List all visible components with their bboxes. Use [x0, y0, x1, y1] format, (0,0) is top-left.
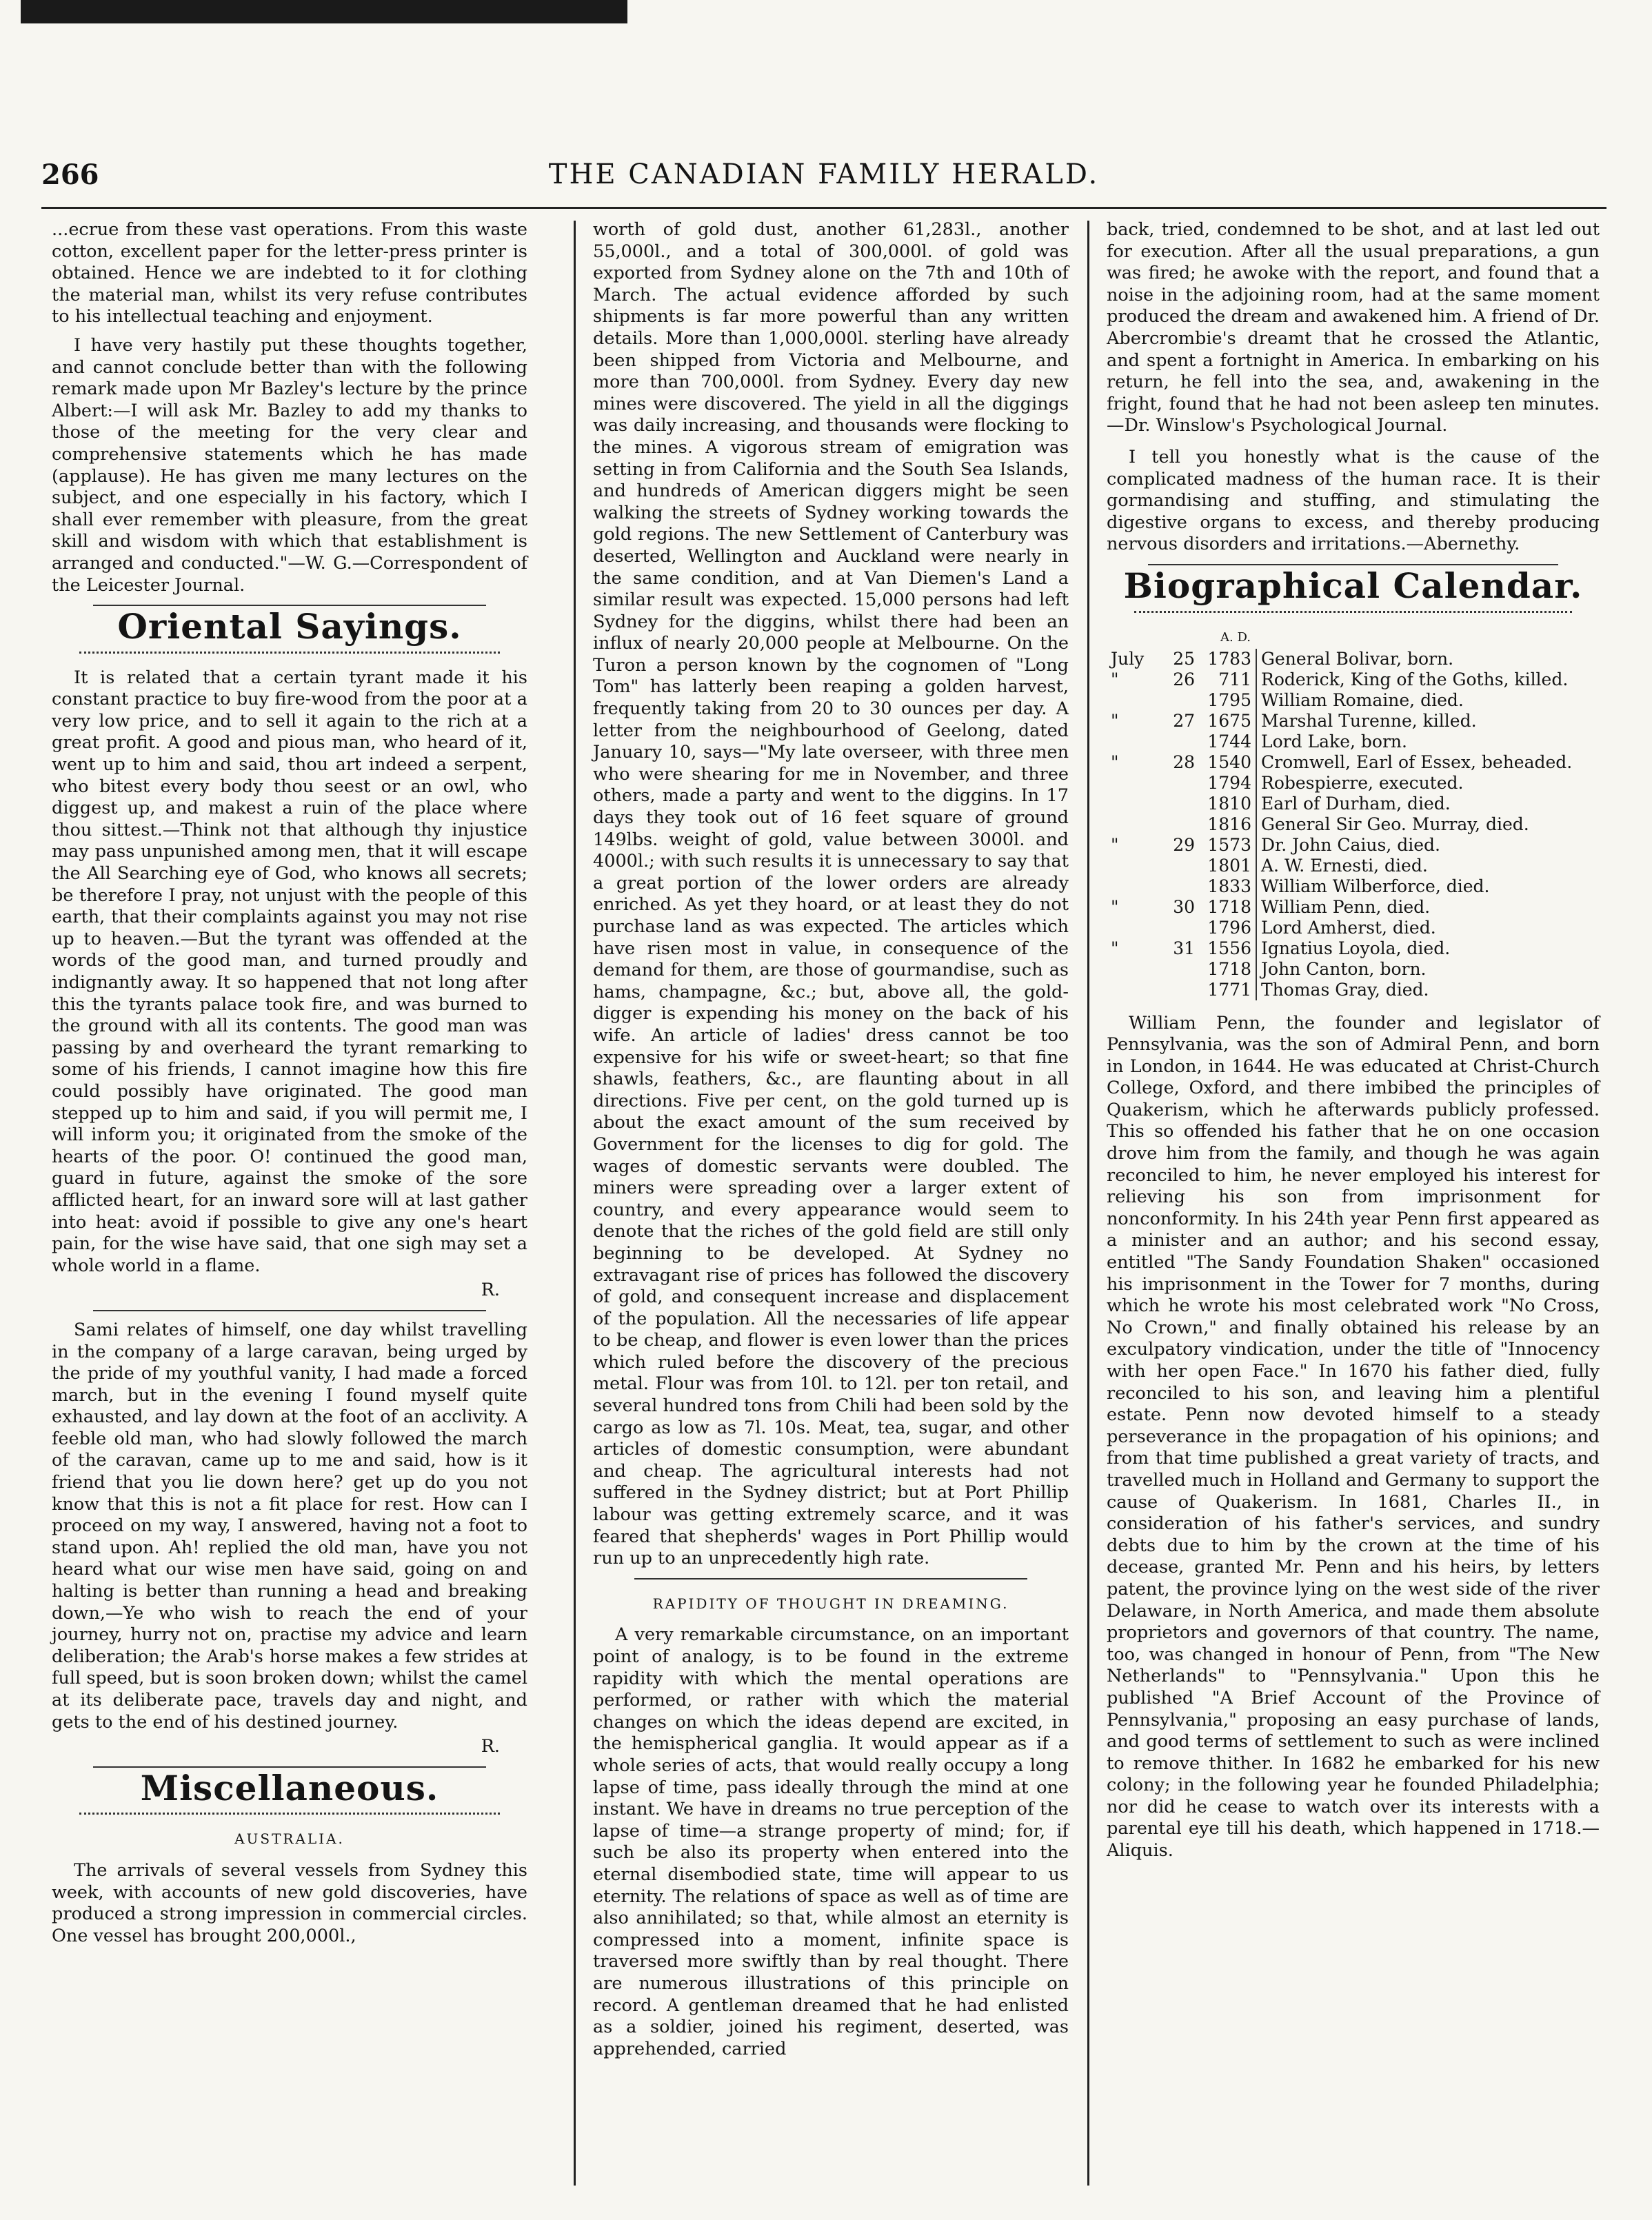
calendar-year: 1718 — [1199, 959, 1256, 980]
calendar-row — [1107, 959, 1600, 980]
running-head: THE CANADIAN FAMILY HERALD. — [548, 159, 1100, 190]
calendar-day — [1163, 856, 1199, 876]
calendar-month — [1107, 731, 1163, 752]
calendar-row — [1107, 649, 1600, 669]
calendar-event: Earl of Durham, died. — [1261, 793, 1451, 814]
calendar-year: 1771 — [1199, 980, 1256, 1000]
calendar-event: Ignatius Loyola, died. — [1261, 938, 1451, 958]
calendar-day: 26 — [1173, 669, 1195, 689]
section-heading-miscellaneous: Miscellaneous. — [140, 1767, 439, 1808]
calendar-row — [1107, 918, 1600, 938]
page-header — [41, 159, 1606, 207]
article-paragraph: A very remarkable circumstance, on an important point of analogy, is to be found in the extreme rapidity with which the mental operations are performed, or rather with which the material changes on which the ideas depend are excited, in the hemispherical ganglia. It would appear as if a whole series of acts, that would really occupy a long lapse of time, pass ideally through the mind at one instant. We have in dreams no true perception of the lapse of time—a strange property of mind; for, if such be also its property when entered into the eternal disembodied state, time will appear to us eternity. The relations of space as well as of time are also annihilated; so that, while almost an eternity is compressed into a moment, infinite space is traversed more swiftly than by real thought. There are numerous illustrations of this principle on record. A gentleman dreamed that he had enlisted as a soldier, joined his regiment, deserted, was apprehended, carried — [593, 1624, 1069, 2059]
article-paragraph: worth of gold dust, another 61,283l., another 55,000l., and a total of 300,000l. of gold was exported from Sydney alone on the 7th and 10th of March. The actual evidence afforded by such shipments is far more powerful than any written details. More than 1,000,000l. sterling have already been shipped from Victoria and Melbourne, and more than 700,000l. from Sydney. Every day new mines were discovered. The yield in all the diggings was daily increasing, and thousands were flocking to the mines. A vigorous stream of emigration was setting in from California and the South Sea Islands, and hundreds of American diggers might be seen walking the streets of Sydney working towards the gold regions. The new Settlement of Canterbury was deserted, Wellington and Auckland were nearly in the same condition, and at Van Diemen's Land a similar result was expected. 15,000 persons had left Sydney for the diggins, whilst there had been an influx of nearly 20,000 people at Melbourne. On the Turon a person known by the cognomen of "Long Tom" has latterly been reaping a golden harvest, frequently taking from 20 to 30 ounces per day. A letter from the neighbourhood of Geelong, dated January 10, says—"My late overseer, with three men who were shearing for me in November, and three others, made a party and went to the diggins. In 17 days they took out of 16 feet square of ground 149lbs. weight of gold, value between 3000l. and 4000l.; with such results it is unnecessary to say that a great portion of the lower orders are already enriched. As yet they hoard, or at least they do not purchase land as was expected. The articles which have risen most in value, in consequence of the demand for them, are those of gourmandise, such as hams, champagne, &c.; but, above all, the gold-digger is expending his money on the back of his wife. An article of ladies' dress cannot be too expensive for his wife or sweet-heart; so that fine shawls, feathers, &c., are flaunting about in all directions. Five per cent, on the gold turned up is about the exact amount of the sum received by Government for the licenses to dig for gold. The wages of domestic servants were doubled. The miners were spreading over a larger extent of country, and every appearance would seem to denote that the riches of the gold field are still only beginning to be developed. At Sydney no extravagant rise of prices has followed the discovery of gold, and consequent increase and displacement of the population. All the necessaries of life appear to be cheap, and flower is even lower than the prices which ruled before the discovery of the precious metal. Flour was from 10l. to 12l. per ton retail, and several hundred tons from Chili had been sold by the cargo as low as 7l. 10s. Meat, tea, sugar, and other articles of domestic consumption, were abundant and cheap. The agricultural interests had not suffered in the Sydney district; but at Port Phillip labour was getting extremely scarce, and it was feared that shepherds' wages in Port Phillip would run up to an unprecedently high rate. — [593, 219, 1069, 1569]
calendar-month — [1107, 918, 1163, 938]
signature: R. — [481, 1736, 500, 1757]
calendar-event: Dr. John Caius, died. — [1261, 834, 1440, 855]
section-heading-biographical-calendar: Biographical Calendar. — [1123, 565, 1583, 606]
calendar-event: Cromwell, Earl of Essex, beheaded. — [1261, 751, 1573, 772]
calendar-row — [1107, 876, 1600, 897]
article-paragraph: It is related that a certain tyrant made it his constant practice to buy fire-wood from the poor at a very low price, and to sell it again to the rich at a great profit. A good and pious man, who heard of it, went up to him and said, thou art indeed a serpent, who bitest every body thou seest or an owl, who diggest up, and makest a ruin of the place where thou sittest.—Think not that although thy injustice may pass unpunished among men, that it will escape the All Searching eye of God, who knows all secrets; be therefore I pray, not unjust with the people of this earth, that their complaints against you may not rise up to heaven.—But the tyrant was offended at the words of the good man, and turned proudly and indignantly away. It so happened that not long after this the tyrants palace took fire, and was burned to the ground with all its contents. The good man was passing by and overheard the tyrant remarking to some of his friends, I cannot imagine how this fire could possibly have originated. The good man stepped up to him and said, if you will permit me, I will inform you; it originated from the smoke of the hearts of the poor. O! continued the good man, guard in future, against the smoke of the sore afflicted heart, for an inward sore will at last gather into heat: avoid if possible to give any one's heart pain, for the wise have said, that one sigh may set a whole world in a flame. — [52, 667, 527, 1276]
calendar-year: 1718 — [1199, 897, 1256, 918]
calendar-event: Lord Lake, born. — [1261, 731, 1407, 751]
calendar-day: 30 — [1173, 896, 1195, 917]
calendar-row — [1107, 690, 1600, 711]
calendar-day: 29 — [1173, 834, 1195, 855]
calendar-month — [1107, 876, 1163, 897]
calendar-row — [1107, 856, 1600, 876]
calendar-month — [1107, 814, 1163, 835]
calendar-day: 25 — [1173, 648, 1195, 669]
calendar-year: 1675 — [1199, 711, 1256, 731]
calendar-year: 1783 — [1199, 649, 1256, 669]
signature: R. — [481, 1280, 500, 1301]
calendar-month: July — [1111, 648, 1145, 669]
calendar-month — [1107, 980, 1163, 1000]
calendar-year: 1810 — [1199, 794, 1256, 814]
calendar-event: Marshal Turenne, killed. — [1261, 710, 1477, 731]
calendar-day — [1163, 814, 1199, 835]
calendar-month — [1107, 794, 1163, 814]
calendar-event: A. W. Ernesti, died. — [1261, 855, 1428, 876]
calendar-day — [1163, 773, 1199, 794]
calendar-month: " — [1111, 751, 1119, 772]
calendar-month — [1107, 690, 1163, 711]
calendar-row — [1107, 669, 1600, 690]
column-2 — [593, 219, 1069, 2067]
calendar-year: 1816 — [1199, 814, 1256, 835]
calendar-row — [1107, 773, 1600, 794]
calendar-row — [1107, 814, 1600, 835]
calendar-row — [1107, 835, 1600, 856]
article-paragraph: The arrivals of several vessels from Sydney this week, with accounts of new gold discoveries, have produced a strong impression in commercial circles. One vessel has brought 200,000l., — [52, 1859, 527, 1946]
calendar-event: Robespierre, executed. — [1261, 772, 1464, 793]
column-rule-2 — [1087, 221, 1089, 2186]
subheading-rapidity: RAPIDITY OF THOUGHT IN DREAMING. — [652, 1595, 1009, 1612]
calendar-day — [1163, 731, 1199, 752]
article-paragraph: I tell you honestly what is the cause of the complicated madness of the human race. It is their gormandising and stuffing, and stimulating the digestive organs to excess, and thereby producing nervous disorders and irritations.—Abernethy. — [1107, 446, 1600, 555]
calendar-day — [1163, 959, 1199, 980]
section-divider — [634, 1578, 1027, 1580]
calendar-day: 28 — [1173, 751, 1195, 772]
calendar-month: " — [1111, 710, 1119, 731]
section-divider — [93, 1310, 486, 1311]
calendar-row — [1107, 711, 1600, 731]
scan-edge-bar — [21, 0, 627, 23]
article-paragraph: I have very hastily put these thoughts together, and cannot conclude better than with the following remark made upon Mr Bazley's lecture by the prince Albert:—I will ask Mr. Bazley to add my thanks to those of the meeting for the very clear and comprehensive statements which he has made (applause). He has given me many lectures on the subject, and one especially in his factory, which I shall ever remember with pleasure, from the great skill and wisdom with which that establishment is arranged and conducted."—W. G.—Correspondent of the Leicester Journal. — [52, 334, 527, 596]
calendar-year: 1796 — [1199, 918, 1256, 938]
article-paragraph: Sami relates of himself, one day whilst travelling in the company of a large caravan, being urged by the pride of my youthful vanity, I had made a forced march, but in the evening I found myself quite exhausted, and lay down at the foot of an acclivity. A feeble old man, who had slowly followed the march of the caravan, came up to me and said, how is it friend that you lie down here? get up do you not know that this is not a fit place for rest. How can I proceed on my way, I answered, having not a foot to stand upon. Ah! replied the old man, have you not heard what our wise men have said, going on and halting is better than running a head and breaking down,—Ye who wish to reach the end of your journey, hurry not on, practise my advice and learn deliberation; the Arab's horse makes a few strides at full speed, but is soon broken down; whilst the camel at its deliberate pace, travels day and night, and gets to the end of his destined journey. — [52, 1319, 527, 1733]
subheading-australia: AUSTRALIA. — [234, 1830, 345, 1848]
calendar-year: 1744 — [1199, 731, 1256, 752]
calendar-row — [1107, 980, 1600, 1000]
article-paragraph: ...ecrue from these vast operations. From this waste cotton, excellent paper for the letter-press printer is obtained. Hence we are indebted to it for clothing the material man, whilst its very refuse contributes to his intellectual teaching and enjoyment. — [52, 219, 527, 327]
calendar-year: 1556 — [1199, 938, 1256, 959]
calendar-event: William Penn, died. — [1261, 896, 1431, 917]
column-3 — [1107, 219, 1600, 1869]
column-rule-1 — [574, 221, 576, 2186]
calendar-row — [1107, 752, 1600, 773]
calendar-ad-label: A. D. — [1220, 629, 1251, 645]
calendar-row — [1107, 794, 1600, 814]
calendar-day — [1163, 876, 1199, 897]
calendar-event: General Bolivar, born. — [1261, 648, 1454, 669]
calendar-event: Lord Amherst, died. — [1261, 917, 1436, 938]
calendar-event: John Canton, born. — [1261, 958, 1427, 979]
calendar-day — [1163, 794, 1199, 814]
calendar-year: 711 — [1199, 669, 1256, 690]
calendar-day: 27 — [1173, 710, 1195, 731]
calendar-month: " — [1111, 834, 1119, 855]
calendar-month — [1107, 959, 1163, 980]
calendar-year: 1794 — [1199, 773, 1256, 794]
calendar-month — [1107, 773, 1163, 794]
calendar-day — [1163, 980, 1199, 1000]
calendar-event: General Sir Geo. Murray, died. — [1261, 814, 1529, 834]
header-rule — [41, 207, 1606, 209]
calendar-month: " — [1111, 938, 1119, 958]
calendar-month: " — [1111, 669, 1119, 689]
calendar-event: Thomas Gray, died. — [1261, 979, 1429, 1000]
calendar-day — [1163, 690, 1199, 711]
calendar-row — [1107, 938, 1600, 959]
calendar-day — [1163, 918, 1199, 938]
calendar-month: " — [1111, 896, 1119, 917]
biographical-calendar-table — [1107, 627, 1600, 1000]
section-heading-oriental-sayings: Oriental Sayings. — [117, 606, 462, 647]
article-paragraph: William Penn, the founder and legislator of Pennsylvania, was the son of Admiral Penn, and born in London, in 1644. He was educated at Christ-Church College, Oxford, and there imbibed the principles of Quakerism, which he afterwards publicly professed. This so offended his father that he on one occasion drove him from the family, and though he was again reconciled to him, he never employed his interest for relieving his son from imprisonment for nonconformity. In his 24th year Penn first appeared as a minister and an author; and his second essay, entitled "The Sandy Foundation Shaken" occasioned his imprisonment in the Tower for 7 months, during which he wrote his most celebrated work "No Cross, No Crown," and finally obtained his release by an exculpatory vindication, under the title of "Innocency with her open Face." In 1670 his father died, fully reconciled to his son, and leaving him a plentiful estate. Penn now devoted himself to a steady perseverance in the propagation of his opinions; and from that time published a great variety of tracts, and travelled much in Holland and Germany to support the cause of Quakerism. In 1681, Charles II., in consideration of his father's services, and sundry debts due to him by the crown at the time of his decease, granted Mr. Penn and his heirs, by letters patent, the province lying on the west side of the river Delaware, in North America, and made them absolute proprietors and governors of that country. The name, too, was changed in honour of Penn, from "The New Netherlands" to "Pennsylvania." Upon this he published "A Brief Account of the Province of Pennsylvania," proposing an easy purchase of lands, and good terms of settlement to such as were inclined to remove thither. In 1682 he embarked for his new colony; in the following year he founded Philadelphia; nor did he cease to watch over its interests with a parental eye till his death, which happened in 1718.—Aliquis. — [1107, 1012, 1600, 1861]
calendar-event: William Romaine, died. — [1261, 689, 1464, 710]
calendar-year: 1833 — [1199, 876, 1256, 897]
calendar-year: 1573 — [1199, 835, 1256, 856]
page-number: 266 — [41, 159, 99, 191]
calendar-year: 1795 — [1199, 690, 1256, 711]
column-1 — [52, 219, 527, 1954]
calendar-event: William Wilberforce, died. — [1261, 876, 1490, 896]
calendar-day: 31 — [1173, 938, 1195, 958]
calendar-event: Roderick, King of the Goths, killed. — [1261, 669, 1569, 689]
article-paragraph: back, tried, condemned to be shot, and at last led out for execution. After all the usual preparations, a gun was fired; he awoke with the report, and found that a noise in the adjoining room, had at the same moment produced the dream and awakened him. A friend of Dr. Abercrombie's dreamt that he crossed the Atlantic, and spent a fortnight in America. In embarking on his return, he fell into the sea, and, awakening in the fright, found that he had not been asleep ten minutes.—Dr. Winslow's Psychological Journal. — [1107, 219, 1600, 436]
calendar-year: 1801 — [1199, 856, 1256, 876]
calendar-row — [1107, 731, 1600, 752]
calendar-row — [1107, 897, 1600, 918]
calendar-year: 1540 — [1199, 752, 1256, 773]
calendar-month — [1107, 856, 1163, 876]
